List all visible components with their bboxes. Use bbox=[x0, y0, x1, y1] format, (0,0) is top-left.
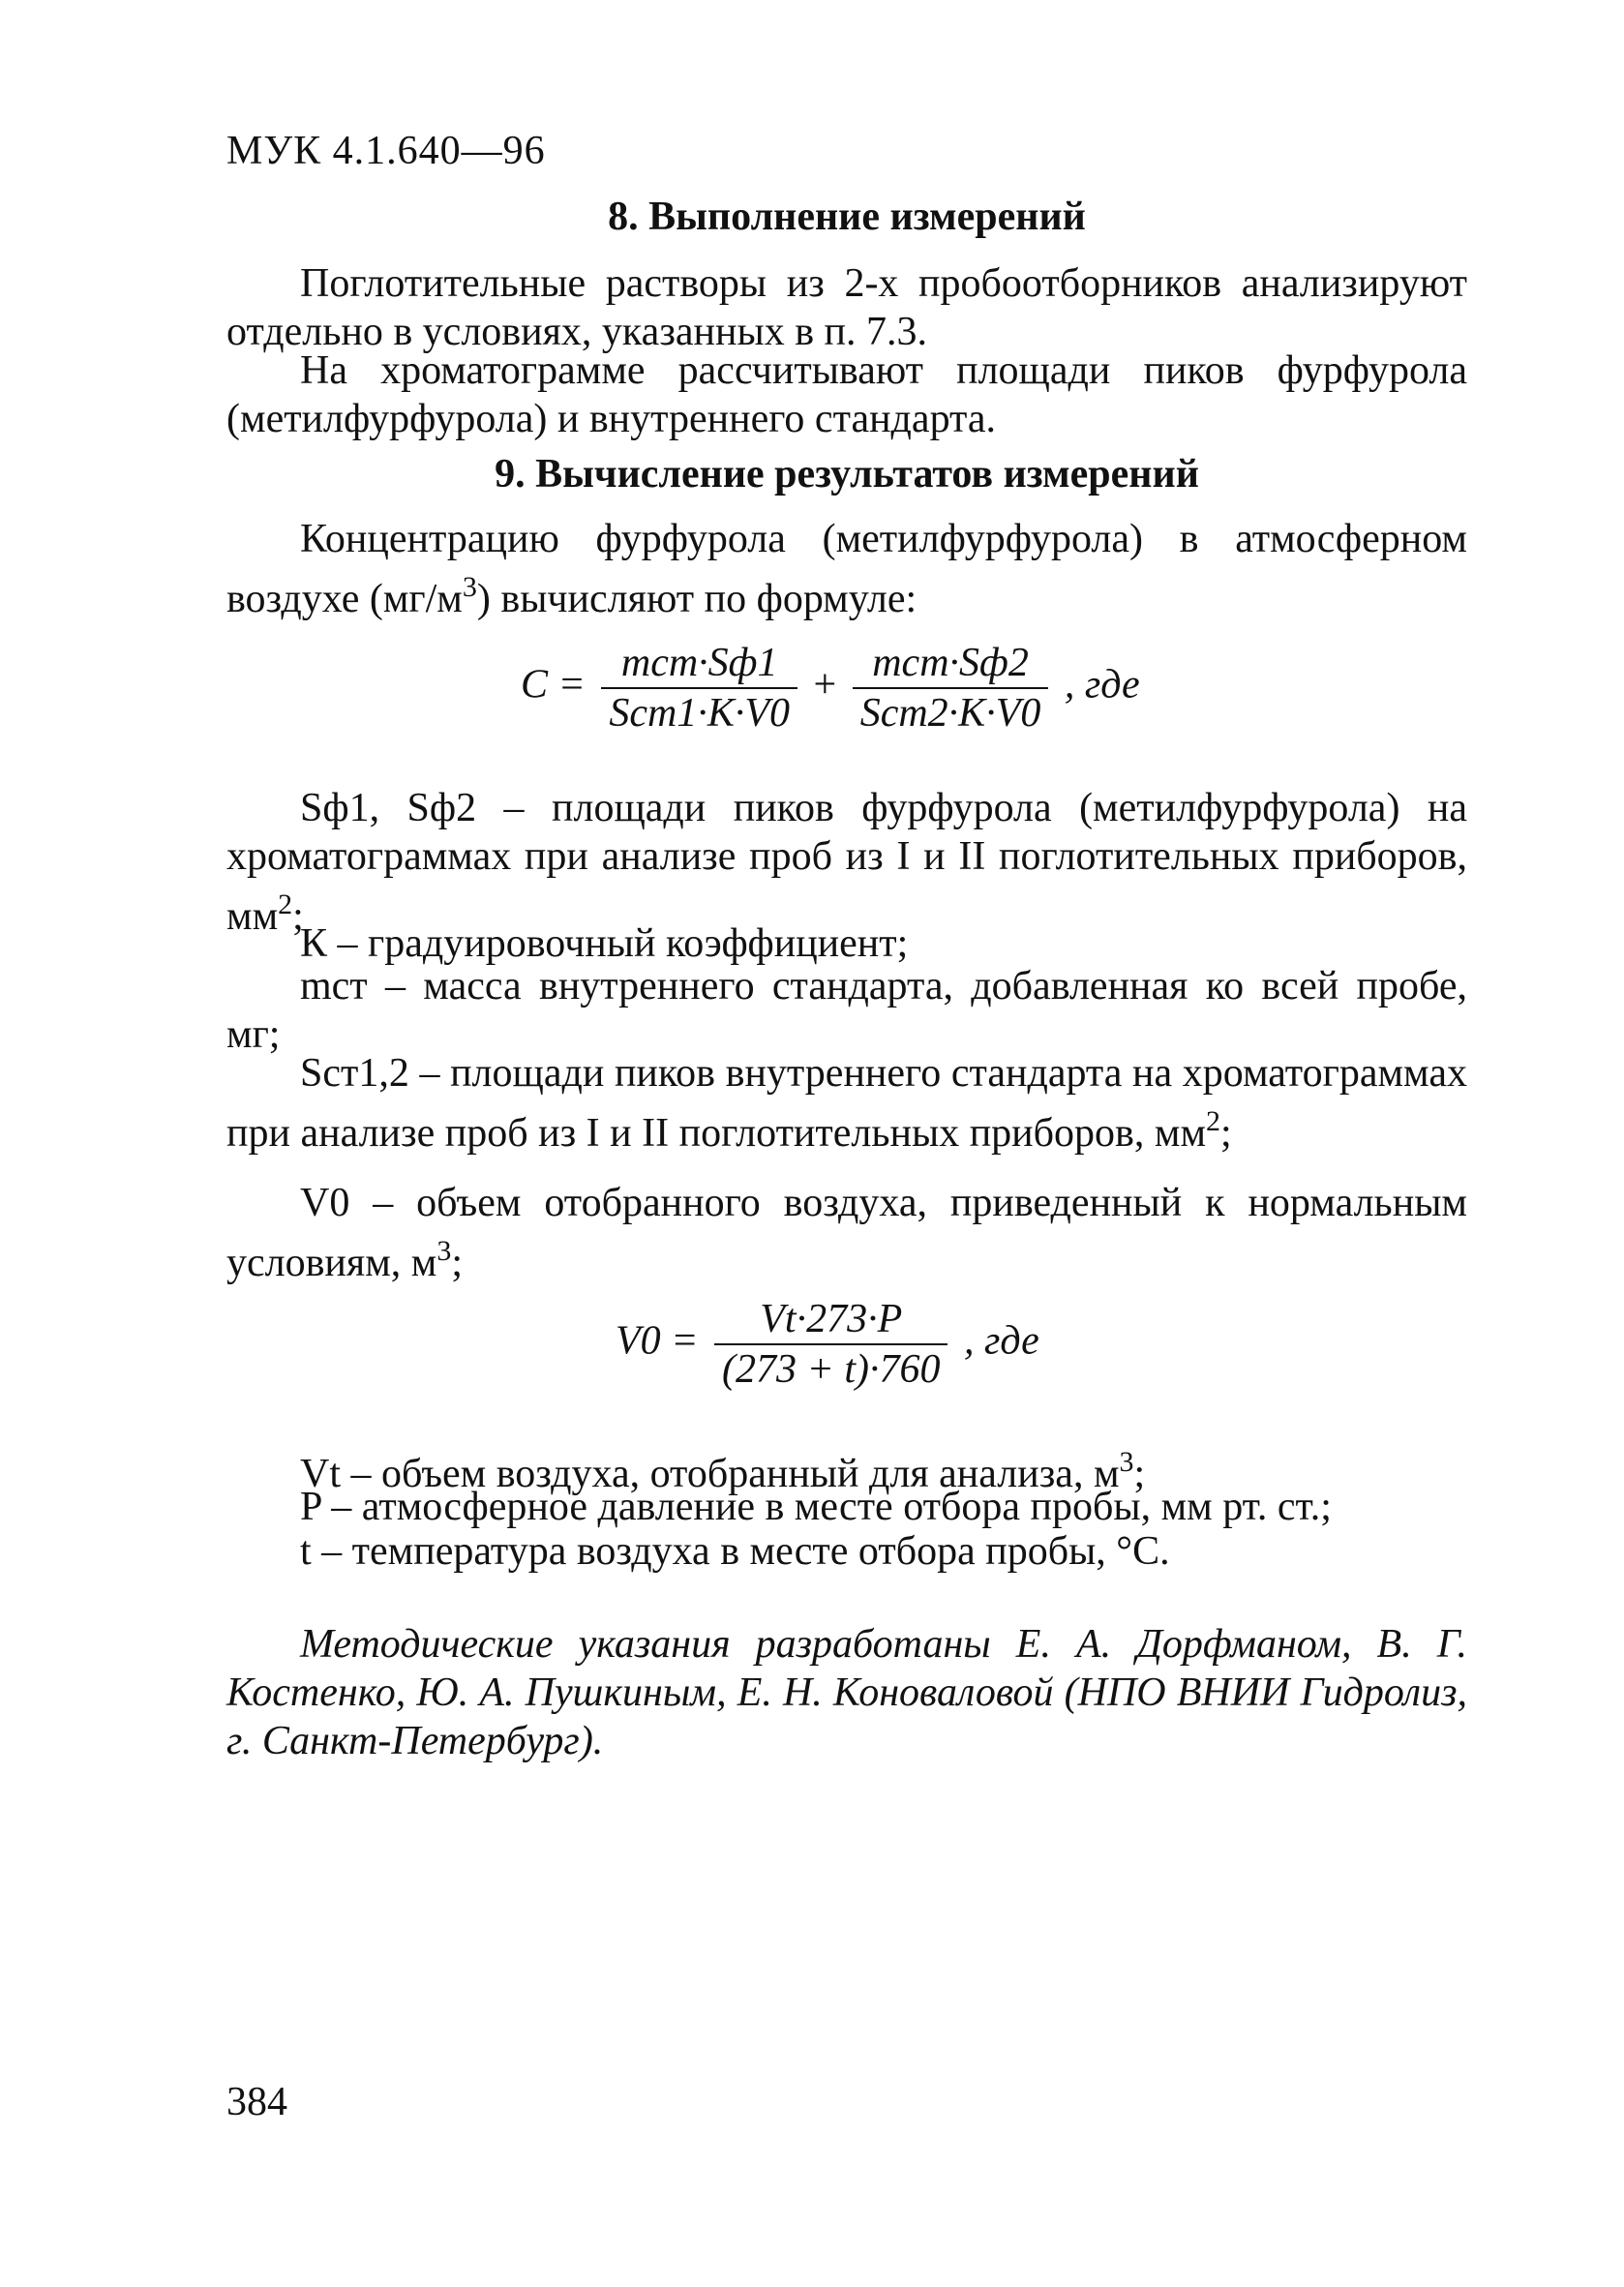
definition-t: t – температура воздуха в месте отбора пробы, °С. bbox=[300, 1529, 1170, 1574]
definition-v0-end: ; bbox=[451, 1241, 464, 1285]
definition-mst-symbol: mст bbox=[300, 964, 368, 1008]
formula1-denominator-2: Sст2·K·V0 bbox=[859, 691, 1041, 736]
formula2-lhs: V0 = bbox=[616, 1318, 699, 1364]
definition-vt-superscript: 3 bbox=[1119, 1446, 1134, 1478]
formula-volume bbox=[616, 1295, 1039, 1394]
definition-vt-text: – объем воздуха, отобранный для анализа, м bbox=[341, 1452, 1120, 1496]
section-9-intro bbox=[226, 515, 1467, 623]
formula2-denominator: (273 + t)·760 bbox=[722, 1347, 941, 1392]
definition-sf-superscript: 2 bbox=[278, 888, 293, 920]
section-8-paragraph-2: На хроматограмме рассчитывают площади пиков фурфурола (метилфурфурола) и внутреннего стандарта. bbox=[226, 348, 1467, 441]
formula1-plus: + bbox=[813, 662, 837, 707]
definition-sst bbox=[226, 1049, 1467, 1158]
formula2-numerator: Vt·273·P bbox=[714, 1295, 947, 1345]
definition-sf-end: ; bbox=[292, 894, 304, 939]
formula1-fraction-2 bbox=[853, 639, 1049, 737]
formula1-fraction-1 bbox=[601, 639, 797, 737]
formula2-suffix: , где bbox=[963, 1318, 1039, 1364]
definition-sst-text: – площади пиков внутреннего стандарта на хроматограммах при анализе проб из I и II поглотительных приборов, мм bbox=[226, 1051, 1467, 1156]
definition-v0-superscript: 3 bbox=[436, 1235, 452, 1267]
definition-sst-symbol: Sст1,2 bbox=[300, 1051, 409, 1096]
section-8-title: 8. Выполнение измерений bbox=[608, 195, 1086, 239]
formula1-lhs: C = bbox=[521, 662, 586, 707]
section-8-paragraph-1: Поглотительные растворы из 2-х пробоотборников анализируют отдельно в условиях, указанных в п. 7.3. bbox=[226, 261, 1467, 354]
definition-sst-end: ; bbox=[1220, 1111, 1232, 1156]
formula1-numerator-1: mст·Sф1 bbox=[601, 639, 797, 689]
definition-k: К – градуировочный коэффициент; bbox=[300, 921, 909, 966]
formula2-fraction bbox=[714, 1295, 947, 1394]
definition-v0-text: – объем отобранного воздуха, приведенный к нормальным условиям, м bbox=[226, 1181, 1467, 1285]
definition-vt-symbol: Vt bbox=[300, 1452, 341, 1496]
intro-text-b: ) вычисляют по формуле: bbox=[476, 577, 917, 621]
definition-v0-symbol: V0 bbox=[300, 1181, 350, 1225]
definition-sst-superscript: 2 bbox=[1206, 1105, 1221, 1137]
definition-vt-end: ; bbox=[1133, 1452, 1146, 1496]
definition-v0 bbox=[226, 1179, 1467, 1287]
definition-mst bbox=[226, 962, 1467, 1059]
document-code: МУК 4.1.640—96 bbox=[226, 129, 546, 173]
definition-p: P – атмосферное давление в месте отбора пробы, мм рт. ст.; bbox=[300, 1485, 1332, 1529]
definition-mst-text: – масса внутреннего стандарта, добавленная ко всей пробе, мг; bbox=[226, 964, 1467, 1057]
definition-sf-text: – площади пиков фурфурола (метилфурфурола) на хроматограммах при анализе проб из I и II поглотительных приборов, мм bbox=[226, 786, 1468, 939]
formula-concentration bbox=[521, 639, 1140, 737]
intro-superscript: 3 bbox=[462, 571, 477, 603]
authors-credits: Методические указания разработаны Е. А. Дорфманом, В. Г. Костенко, Ю. А. Пушкиным, Е. Н. Коноваловой (НПО ВНИИ Гидролиз, г. Санкт-Петербург). bbox=[226, 1622, 1467, 1763]
page-number: 384 bbox=[226, 2080, 287, 2124]
section-9-title: 9. Вычисление результатов измерений bbox=[495, 452, 1199, 497]
formula1-denominator-1: Sст1·K·V0 bbox=[609, 691, 791, 736]
definition-sf bbox=[226, 784, 1467, 941]
formula1-numerator-2: mст·Sф2 bbox=[853, 639, 1049, 689]
definition-sf-symbol: Sф1, Sф2 bbox=[300, 786, 477, 830]
intro-text-a: Концентрацию фурфурола (метилфурфурола) в атмосферном воздухе (мг/м bbox=[226, 517, 1467, 621]
formula1-suffix: , где bbox=[1064, 662, 1140, 707]
